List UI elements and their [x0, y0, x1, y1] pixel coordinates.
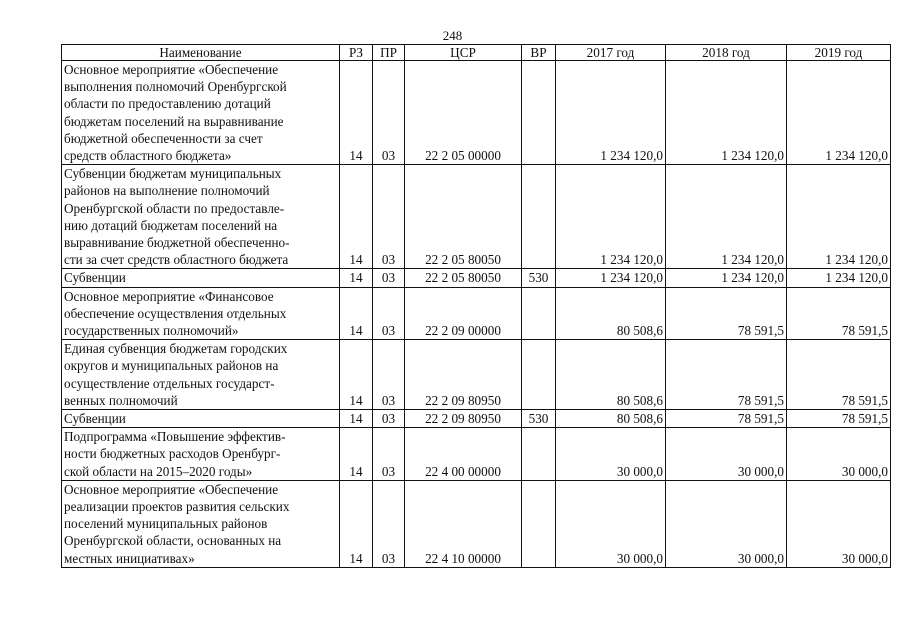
row-2017-cell: 1 234 120,0	[556, 269, 666, 287]
header-row	[62, 45, 891, 61]
row-pr-cell: 03	[373, 410, 405, 428]
row-2017-cell: 1 234 120,0	[556, 165, 666, 269]
row-csr-cell: 22 4 10 00000	[405, 480, 522, 567]
row-name-line: Основное мероприятие «Обеспечение	[64, 481, 279, 497]
header-2018: 2018 год	[666, 45, 787, 61]
row-vr-cell	[522, 165, 556, 269]
row-2018-cell: 1 234 120,0	[666, 165, 787, 269]
row-csr-cell: 22 2 09 80950	[405, 410, 522, 428]
row-rz-cell: 14	[340, 410, 373, 428]
row-name-line: ской области на 2015–2020 годы»	[64, 463, 253, 479]
row-name-cell	[62, 287, 340, 340]
row-name-line: бюджетам поселений на выравнивание	[64, 113, 284, 129]
row-name-line: ности бюджетных расходов Оренбург-	[64, 446, 281, 462]
row-name-line: Единая субвенция бюджетам городских	[64, 341, 288, 357]
row-2018-cell: 30 000,0	[666, 480, 787, 567]
row-2019-cell: 78 591,5	[787, 410, 891, 428]
header-2017: 2017 год	[556, 45, 666, 61]
row-name-line: выполнения полномочий Оренбургской	[64, 79, 287, 95]
row-vr-cell	[522, 480, 556, 567]
row-2017-cell: 1 234 120,0	[556, 61, 666, 165]
row-2017-cell: 30 000,0	[556, 428, 666, 481]
row-2017-cell: 30 000,0	[556, 480, 666, 567]
row-name-cell	[62, 61, 340, 165]
row-rz-cell: 14	[340, 165, 373, 269]
row-name-line: области по предоставлению дотаций	[64, 96, 271, 112]
table-row	[62, 165, 891, 269]
row-vr-cell	[522, 428, 556, 481]
row-pr-cell: 03	[373, 269, 405, 287]
row-2019-cell: 30 000,0	[787, 480, 891, 567]
row-name-line: местных инициативах»	[64, 550, 195, 566]
table-row	[62, 61, 891, 165]
row-2019-cell: 78 591,5	[787, 287, 891, 340]
row-pr-cell: 03	[373, 480, 405, 567]
header-2019: 2019 год	[787, 45, 891, 61]
row-name-cell	[62, 428, 340, 481]
row-vr-cell	[522, 340, 556, 410]
row-2019-cell: 1 234 120,0	[787, 61, 891, 165]
row-name-line: Оренбургской области по предоставле-	[64, 200, 285, 216]
row-rz-cell: 14	[340, 61, 373, 165]
row-name-line: Субвенции	[64, 411, 126, 427]
row-name-line: поселений муниципальных районов	[64, 516, 268, 532]
row-vr-cell	[522, 287, 556, 340]
row-2018-cell: 78 591,5	[666, 340, 787, 410]
table-row	[62, 428, 891, 481]
header-name: Наименование	[62, 45, 340, 61]
table-row	[62, 287, 891, 340]
row-name-line: Оренбургской области, основанных на	[64, 533, 282, 549]
row-name-cell	[62, 165, 340, 269]
row-2017-cell: 80 508,6	[556, 410, 666, 428]
row-name-line: Субвенции	[64, 270, 126, 286]
row-rz-cell: 14	[340, 340, 373, 410]
row-name-cell	[62, 480, 340, 567]
row-vr-cell: 530	[522, 269, 556, 287]
row-2019-cell: 30 000,0	[787, 428, 891, 481]
row-2018-cell: 78 591,5	[666, 287, 787, 340]
row-csr-cell: 22 2 05 80050	[405, 269, 522, 287]
row-vr-cell	[522, 61, 556, 165]
row-name-line: выравнивание бюджетной обеспеченно-	[64, 235, 290, 251]
row-2018-cell: 30 000,0	[666, 428, 787, 481]
page-number: 248	[442, 28, 463, 43]
row-2019-cell: 1 234 120,0	[787, 269, 891, 287]
row-name-line: районов на выполнение полномочий	[64, 183, 270, 199]
row-2019-cell: 78 591,5	[787, 340, 891, 410]
row-name-line: Подпрограмма «Повышение эффектив-	[64, 429, 286, 445]
row-rz-cell: 14	[340, 428, 373, 481]
row-csr-cell: 22 2 09 80950	[405, 340, 522, 410]
row-name-line: обеспечение осуществления отдельных	[64, 305, 287, 321]
table-body	[62, 61, 891, 568]
row-csr-cell: 22 2 09 00000	[405, 287, 522, 340]
row-csr-cell: 22 2 05 80050	[405, 165, 522, 269]
row-pr-cell: 03	[373, 287, 405, 340]
header-pr: ПР	[373, 45, 405, 61]
row-name-cell	[62, 340, 340, 410]
row-pr-cell: 03	[373, 340, 405, 410]
row-rz-cell: 14	[340, 480, 373, 567]
row-2017-cell: 80 508,6	[556, 340, 666, 410]
row-name-line: средств областного бюджета»	[64, 148, 232, 164]
table-row	[62, 480, 891, 567]
row-2019-cell: 1 234 120,0	[787, 165, 891, 269]
row-name-line: округов и муниципальных районов на	[64, 358, 279, 374]
row-name-line: осуществление отдельных государст-	[64, 375, 275, 391]
row-name-line: бюджетной обеспеченности за счет	[64, 130, 263, 146]
budget-table	[61, 44, 891, 568]
row-name-line: венных полномочий	[64, 392, 178, 408]
row-name-line: нию дотаций бюджетам поселений на	[64, 217, 278, 233]
row-pr-cell: 03	[373, 165, 405, 269]
header-vr: ВР	[522, 45, 556, 61]
row-name-line: Основное мероприятие «Обеспечение	[64, 62, 279, 77]
row-vr-cell: 530	[522, 410, 556, 428]
row-name-line: Субвенции бюджетам муниципальных	[64, 166, 282, 182]
table-row	[62, 269, 891, 287]
header-rz: РЗ	[340, 45, 373, 61]
row-pr-cell: 03	[373, 61, 405, 165]
header-csr: ЦСР	[405, 45, 522, 61]
table-row	[62, 340, 891, 410]
row-name-line: реализации проектов развития сельских	[64, 499, 290, 515]
row-name-cell	[62, 269, 340, 287]
table-row	[62, 410, 891, 428]
row-rz-cell: 14	[340, 269, 373, 287]
row-name-line: сти за счет средств областного бюджета	[64, 252, 289, 268]
row-csr-cell: 22 4 00 00000	[405, 428, 522, 481]
row-csr-cell: 22 2 05 00000	[405, 61, 522, 165]
row-2018-cell: 78 591,5	[666, 410, 787, 428]
row-name-cell	[62, 410, 340, 428]
row-name-line: государственных полномочий»	[64, 323, 239, 339]
row-2018-cell: 1 234 120,0	[666, 61, 787, 165]
row-2017-cell: 80 508,6	[556, 287, 666, 340]
row-name-line: Основное мероприятие «Финансовое	[64, 288, 274, 304]
row-rz-cell: 14	[340, 287, 373, 340]
row-pr-cell: 03	[373, 428, 405, 481]
row-2018-cell: 1 234 120,0	[666, 269, 787, 287]
